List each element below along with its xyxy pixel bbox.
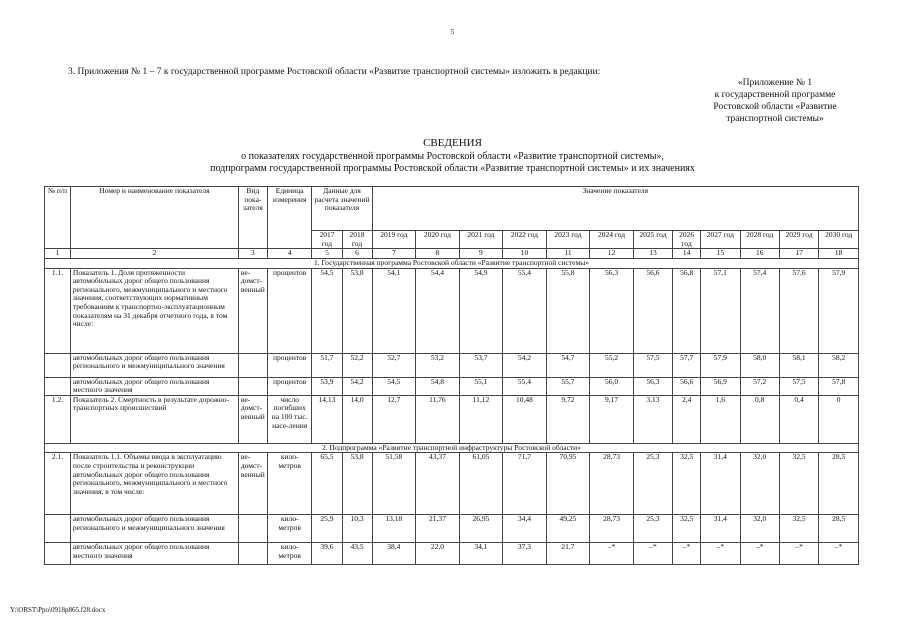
header-name: Номер и наименование показателя	[70, 187, 238, 249]
indicator-value: 55,7	[546, 377, 590, 395]
indicator-value: 56,6	[673, 377, 701, 395]
year-header: 2026 год	[673, 231, 701, 249]
unit-of-measure: процентов	[267, 268, 312, 353]
indicator-value: 54,1	[372, 268, 416, 353]
indicator-name: Показатель 1. Доля протяженности автомобильных дорог общего пользования регионального, межмуниципального и местного значения, соответствующих нормативным требованиям к транспортно-эксплуатационным показателям на 31 декабря отчетного года, в том числе:	[70, 268, 238, 353]
indicator-value: 65,5	[312, 453, 342, 515]
indicator-value: 28,73	[590, 515, 634, 543]
page-number: 5	[450, 28, 455, 36]
header-unit: Единица измерения	[267, 187, 312, 249]
indicator-value: 61,05	[459, 453, 503, 515]
year-header: 2021 год	[459, 231, 503, 249]
indicator-value: 53,2	[416, 353, 460, 377]
row-number: 2.1.	[45, 453, 71, 515]
indicator-value: 13,18	[372, 515, 416, 543]
column-number: 3	[238, 249, 267, 259]
column-number: 15	[701, 249, 740, 259]
indicator-value: 0,8	[740, 395, 779, 443]
indicator-value: 32,5	[673, 515, 701, 543]
indicator-value: 54,7	[546, 353, 590, 377]
indicator-value: 14,13	[312, 395, 342, 443]
year-header: 2019 год	[372, 231, 416, 249]
column-number: 2	[70, 249, 238, 259]
row-number: 1.2.	[45, 395, 71, 443]
indicator-value: 32,5	[779, 515, 818, 543]
indicator-value: 57,7	[673, 353, 701, 377]
indicator-value: 54,2	[503, 353, 547, 377]
indicator-value: 53,8	[342, 453, 372, 515]
indicator-value: 38,4	[372, 543, 416, 565]
unit-of-measure: кило-метров	[267, 543, 312, 565]
column-number: 10	[503, 249, 547, 259]
table-row	[45, 377, 859, 395]
indicator-value: 49,25	[546, 515, 590, 543]
indicator-value: 28,5	[819, 453, 859, 515]
table-row	[45, 543, 859, 565]
column-number: 18	[819, 249, 859, 259]
indicator-name: Показатель 2. Смертность в результате дорожно-транспортных происшествий	[70, 395, 238, 443]
indicator-value: 70,95	[546, 453, 590, 515]
indicator-value: 51,58	[372, 453, 416, 515]
indicator-value: 25,9	[312, 515, 342, 543]
indicator-type	[238, 515, 267, 543]
indicator-value: 55,8	[546, 268, 590, 353]
header-type: Вид пока-зателя	[238, 187, 267, 249]
indicator-value: 11,12	[459, 395, 503, 443]
indicator-value: 56,3	[590, 268, 634, 353]
indicator-value: 56,6	[633, 268, 672, 353]
indicator-value: 58,2	[819, 353, 859, 377]
table-row	[45, 395, 859, 443]
indicator-type	[238, 353, 267, 377]
year-header: 2029 год	[779, 231, 818, 249]
indicator-value: 21,37	[416, 515, 460, 543]
indicator-value: 2,4	[673, 395, 701, 443]
intro-text: 3. Приложения № 1 – 7 к государственной программе Ростовской области «Развитие транспортной системы» изложить в редакции:	[68, 67, 601, 77]
indicator-value: 53,8	[342, 268, 372, 353]
indicator-value: 54,5	[372, 377, 416, 395]
appendix-line: к государственной программе	[714, 89, 836, 100]
indicator-value: 0	[819, 395, 859, 443]
indicator-value: 54,5	[312, 268, 342, 353]
unit-of-measure: число погибших на 100 тыс. насе-ления	[267, 395, 312, 443]
indicator-value: 31,4	[701, 453, 740, 515]
column-number: 7	[372, 249, 416, 259]
indicator-type	[238, 377, 267, 395]
indicator-value: –*	[819, 543, 859, 565]
indicator-value: 55,2	[590, 353, 634, 377]
indicator-value: 56,3	[633, 377, 672, 395]
indicators-table	[44, 186, 859, 565]
header-values: Значение показателя	[372, 187, 858, 231]
indicator-value: 0,4	[779, 395, 818, 443]
unit-of-measure: кило-метров	[267, 453, 312, 515]
year-header: 2018 год	[342, 231, 372, 249]
indicator-value: 43,37	[416, 453, 460, 515]
appendix-header	[655, 78, 895, 126]
indicator-value: 31,4	[701, 515, 740, 543]
indicator-value: 32,5	[673, 453, 701, 515]
section-title: 2. Подпрограмма «Развитие транспортной инфраструктуры Ростовской области»	[45, 443, 859, 453]
section-title: 1. Государственная программа Ростовской области «Развитие транспортной системы»	[45, 258, 859, 268]
column-number: 13	[633, 249, 672, 259]
row-number	[45, 515, 71, 543]
indicator-value: 26,95	[459, 515, 503, 543]
indicator-value: 56,9	[701, 377, 740, 395]
indicator-value: –*	[673, 543, 701, 565]
indicator-value: 28,5	[819, 515, 859, 543]
indicator-value: 55,4	[503, 377, 547, 395]
indicator-value: 54,2	[342, 377, 372, 395]
indicator-value: 28,73	[590, 453, 634, 515]
indicator-value: –*	[779, 543, 818, 565]
indicator-value: –*	[633, 543, 672, 565]
indicator-value: 53,7	[459, 353, 503, 377]
indicator-value: 11,76	[416, 395, 460, 443]
year-header: 2030 год	[819, 231, 859, 249]
indicator-value: 34,4	[503, 515, 547, 543]
column-number: 12	[590, 249, 634, 259]
indicator-type: ве-домст-венный	[238, 453, 267, 515]
year-header: 2017 год	[312, 231, 342, 249]
indicator-value: 56,8	[673, 268, 701, 353]
year-header: 2028 год	[740, 231, 779, 249]
indicator-value: 9,17	[590, 395, 634, 443]
document-title: СВЕДЕНИЯ	[423, 137, 482, 149]
table-row	[45, 353, 859, 377]
column-number: 9	[459, 249, 503, 259]
indicator-value: 55,1	[459, 377, 503, 395]
column-number: 11	[546, 249, 590, 259]
indicator-value: 22,0	[416, 543, 460, 565]
unit-of-measure: процентов	[267, 377, 312, 395]
column-number: 17	[779, 249, 818, 259]
column-number: 14	[673, 249, 701, 259]
document-heading	[0, 137, 905, 176]
indicator-value: 32,0	[740, 515, 779, 543]
indicator-value: 54,8	[416, 377, 460, 395]
indicator-value: 1,6	[701, 395, 740, 443]
year-header: 2022 год	[503, 231, 547, 249]
row-number	[45, 353, 71, 377]
indicator-value: 52,2	[342, 353, 372, 377]
row-number	[45, 377, 71, 395]
indicator-value: 57,8	[819, 377, 859, 395]
indicator-value: 25,3	[633, 515, 672, 543]
year-header: 2020 год	[416, 231, 460, 249]
column-number: 4	[267, 249, 312, 259]
indicator-value: 57,4	[740, 268, 779, 353]
indicator-value: 12,7	[372, 395, 416, 443]
appendix-line: Ростовской области «Развитие	[713, 101, 837, 112]
unit-of-measure: процентов	[267, 353, 312, 377]
indicator-value: 9,72	[546, 395, 590, 443]
indicator-value: 3,13	[633, 395, 672, 443]
indicator-value: 57,9	[819, 268, 859, 353]
indicator-value: 71,7	[503, 453, 547, 515]
document-subtitle: подпрограмм государственной программы Ростовской области «Развитие транспортной системы» и их значениях	[210, 163, 695, 175]
indicator-value: 57,2	[740, 377, 779, 395]
file-path-footer: Y:\ORST\Ppo\0918p865.f28.docx	[10, 606, 106, 614]
indicator-value: 57,1	[701, 268, 740, 353]
row-number	[45, 543, 71, 565]
row-number: 1.1.	[45, 268, 71, 353]
indicator-value: 14,0	[342, 395, 372, 443]
indicator-name: автомобильных дорог общего пользования местного значения	[70, 543, 238, 565]
indicator-name: автомобильных дорог общего пользования регионального и межмуниципального значения	[70, 353, 238, 377]
indicator-value: 56,0	[590, 377, 634, 395]
indicator-value: 25,3	[633, 453, 672, 515]
column-number: 6	[342, 249, 372, 259]
indicator-value: 21,7	[546, 543, 590, 565]
indicator-value: 52,7	[372, 353, 416, 377]
indicator-name: автомобильных дорог общего пользования местного значения	[70, 377, 238, 395]
indicator-type	[238, 543, 267, 565]
column-number: 16	[740, 249, 779, 259]
document-subtitle: о показателях государственной программы Ростовской области «Развитие транспортной системы»,	[241, 150, 664, 162]
indicator-value: 57,6	[779, 268, 818, 353]
year-header: 2024 год	[590, 231, 634, 249]
indicator-name: автомобильных дорог общего пользования регионального и межмуниципального значения	[70, 515, 238, 543]
column-number: 8	[416, 249, 460, 259]
unit-of-measure: кило-метров	[267, 515, 312, 543]
indicator-value: –*	[740, 543, 779, 565]
indicator-value: 10,3	[342, 515, 372, 543]
header-no: № п/п	[45, 187, 71, 249]
indicator-value: 51,7	[312, 353, 342, 377]
indicator-value: 58,0	[740, 353, 779, 377]
indicator-value: 57,9	[701, 353, 740, 377]
indicator-value: 43,5	[342, 543, 372, 565]
table-row	[45, 453, 859, 515]
header-base: Данные для расчета значений показателя	[312, 187, 372, 231]
indicator-value: 10,48	[503, 395, 547, 443]
table-row	[45, 268, 859, 353]
appendix-line: транспортной системы»	[726, 113, 824, 124]
indicator-value: 53,9	[312, 377, 342, 395]
indicator-value: 57,5	[633, 353, 672, 377]
column-number: 5	[312, 249, 342, 259]
indicator-value: 54,9	[459, 268, 503, 353]
indicator-value: 39,6	[312, 543, 342, 565]
indicator-value: 54,4	[416, 268, 460, 353]
indicator-value: 32,0	[740, 453, 779, 515]
appendix-line: «Приложение № 1	[737, 78, 813, 88]
column-number: 1	[45, 249, 71, 259]
indicator-value: 32,5	[779, 453, 818, 515]
indicator-value: 34,1	[459, 543, 503, 565]
table-row	[45, 515, 859, 543]
indicator-value: 55,4	[503, 268, 547, 353]
indicator-name: Показатель 1.1. Объемы ввода в эксплуатацию после строительства и реконструкции автомобильных дорог общего пользования регионального, межмуниципального и местного значения, в том числе:	[70, 453, 238, 515]
indicator-type: ве-домст-венный	[238, 395, 267, 443]
indicator-value: –*	[590, 543, 634, 565]
indicator-value: 57,5	[779, 377, 818, 395]
indicator-type: ве-домст-венный	[238, 268, 267, 353]
indicator-value: –*	[701, 543, 740, 565]
year-header: 2027 год	[701, 231, 740, 249]
year-header: 2025 год	[633, 231, 672, 249]
indicator-value: 58,1	[779, 353, 818, 377]
year-header: 2023 год	[546, 231, 590, 249]
indicator-value: 37,3	[503, 543, 547, 565]
